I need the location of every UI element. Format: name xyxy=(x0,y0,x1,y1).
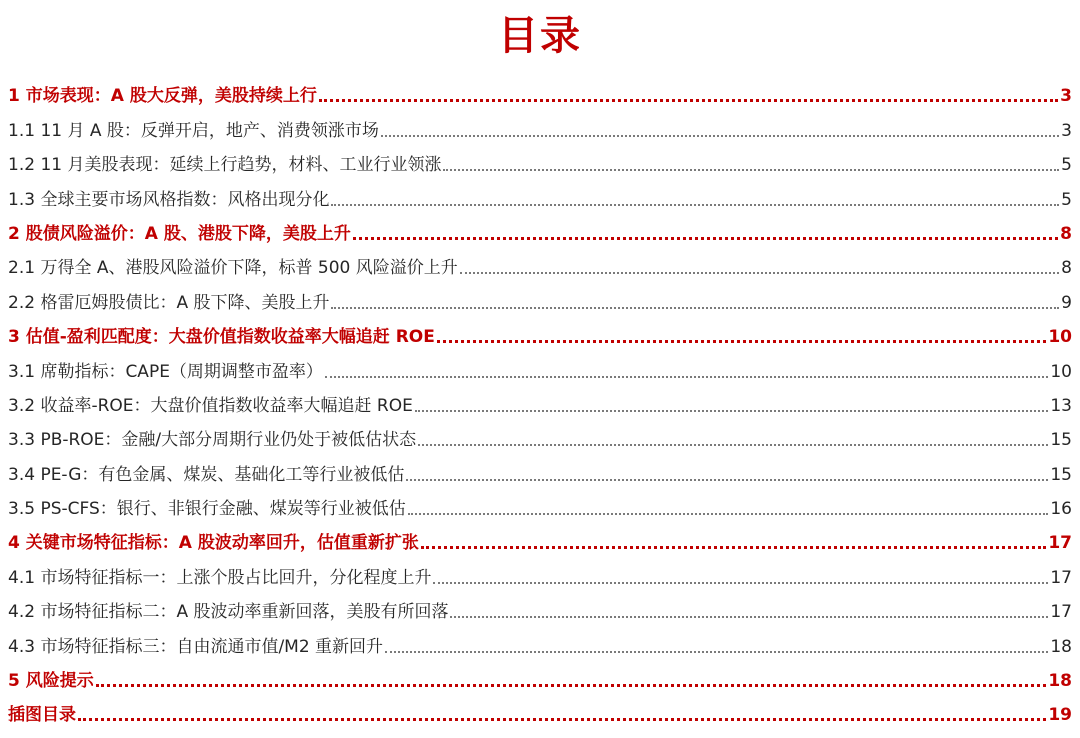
toc-leader-dots xyxy=(415,410,1049,412)
toc-leader-dots xyxy=(418,444,1048,446)
toc-entry-title: 4.2 市场特征指标二：A 股波动率重新回落，美股有所回落 xyxy=(8,602,449,623)
toc-page-number: 17 xyxy=(1048,533,1072,554)
toc-leader-dots xyxy=(406,479,1048,481)
toc-entry-title: 5 风险提示 xyxy=(8,671,94,692)
toc-leader-dots xyxy=(325,376,1048,378)
toc-leader-dots xyxy=(96,684,1047,687)
toc-leader-dots xyxy=(421,546,1047,549)
toc-page-number: 10 xyxy=(1048,327,1072,348)
toc-entry[interactable] xyxy=(8,421,1072,455)
toc-page-number: 3 xyxy=(1060,86,1072,107)
toc-entry[interactable] xyxy=(8,455,1072,489)
toc-entry[interactable] xyxy=(8,352,1072,386)
page-title: 目录 xyxy=(498,13,582,59)
toc-leader-dots xyxy=(353,237,1058,240)
toc-page-number: 5 xyxy=(1061,189,1072,210)
toc-entry-title: 1 市场表现：A 股大反弹，美股持续上行 xyxy=(8,86,317,107)
toc-entry-title: 3 估值-盈利匹配度：大盘价值指数收益率大幅追赶 ROE xyxy=(8,327,435,348)
toc-entry[interactable] xyxy=(8,111,1072,145)
toc-entry-title: 3.4 PE-G：有色金属、煤炭、基础化工等行业被低估 xyxy=(8,464,405,485)
toc-entry-title: 插图目录 xyxy=(8,705,76,726)
toc-entry-title: 2 股债风险溢价：A 股、港股下降，美股上升 xyxy=(8,223,351,244)
toc-page-number: 3 xyxy=(1061,120,1072,141)
toc-page-number: 15 xyxy=(1050,430,1072,451)
toc-entry-title: 1.2 11 月美股表现：延续上行趋势，材料、工业行业领涨 xyxy=(8,155,442,176)
toc-page-number: 8 xyxy=(1060,223,1072,244)
toc-entry-title: 3.1 席勒指标：CAPE（周期调整市盈率） xyxy=(8,361,323,382)
toc-entry[interactable] xyxy=(8,558,1072,592)
toc-leader-dots xyxy=(437,340,1046,343)
toc-page-number: 9 xyxy=(1061,292,1072,313)
toc-entry[interactable] xyxy=(8,387,1072,421)
toc-entry-title: 3.2 收益率-ROE：大盘价值指数收益率大幅追赶 ROE xyxy=(8,395,413,416)
toc-page-number: 17 xyxy=(1050,602,1072,623)
toc-entry-title: 4.3 市场特征指标三：自由流通市值/M2 重新回升 xyxy=(8,636,384,657)
toc-entry[interactable] xyxy=(8,77,1072,111)
toc-page-number: 10 xyxy=(1050,361,1072,382)
toc-entry[interactable] xyxy=(8,490,1072,524)
toc-page-number: 19 xyxy=(1048,705,1072,726)
toc-leader-dots xyxy=(450,616,1048,618)
toc-page-number: 18 xyxy=(1048,671,1072,692)
toc-leader-dots xyxy=(319,99,1058,102)
toc-page-number: 13 xyxy=(1050,395,1072,416)
toc-entry[interactable] xyxy=(8,215,1072,249)
toc-page-number: 8 xyxy=(1061,258,1072,279)
toc-leader-dots xyxy=(331,307,1059,309)
toc-leader-dots xyxy=(385,651,1048,653)
toc-page-number: 5 xyxy=(1061,155,1072,176)
toc-entry[interactable] xyxy=(8,627,1072,661)
toc-entry[interactable] xyxy=(8,180,1072,214)
toc-page-number: 16 xyxy=(1050,499,1072,520)
toc-entry[interactable] xyxy=(8,696,1072,730)
toc-entry[interactable] xyxy=(8,283,1072,317)
toc-leader-dots xyxy=(460,272,1059,274)
toc-leader-dots xyxy=(433,582,1048,584)
toc-entry-title: 4 关键市场特征指标：A 股波动率回升，估值重新扩张 xyxy=(8,533,419,554)
toc-entry-title: 1.3 全球主要市场风格指数：风格出现分化 xyxy=(8,189,330,210)
toc-page-number: 17 xyxy=(1050,567,1072,588)
toc-entry[interactable] xyxy=(8,662,1072,696)
toc-entry[interactable] xyxy=(8,524,1072,558)
toc-entry[interactable] xyxy=(8,593,1072,627)
toc-entry-title: 3.3 PB-ROE：金融/大部分周期行业仍处于被低估状态 xyxy=(8,430,417,451)
toc-page-number: 15 xyxy=(1050,464,1072,485)
toc-entry-title: 4.1 市场特征指标一：上涨个股占比回升，分化程度上升 xyxy=(8,567,432,588)
toc-leader-dots xyxy=(408,513,1049,515)
toc-leader-dots xyxy=(443,169,1059,171)
toc-entry-title: 2.1 万得全 A、港股风险溢价下降，标普 500 风险溢价上升 xyxy=(8,258,458,279)
toc-leader-dots xyxy=(78,718,1046,721)
toc-entry[interactable] xyxy=(8,249,1072,283)
toc-entry[interactable] xyxy=(8,146,1072,180)
toc-entry-title: 3.5 PS-CFS：银行、非银行金融、煤炭等行业被低估 xyxy=(8,499,406,520)
toc-leader-dots xyxy=(331,204,1059,206)
table-of-contents xyxy=(8,77,1072,730)
toc-entry[interactable] xyxy=(8,318,1072,352)
toc-page-number: 18 xyxy=(1050,636,1072,657)
toc-entry-title: 1.1 11 月 A 股：反弹开启，地产、消费领涨市场 xyxy=(8,120,379,141)
toc-entry-title: 2.2 格雷厄姆股债比：A 股下降、美股上升 xyxy=(8,292,330,313)
toc-leader-dots xyxy=(381,135,1059,137)
